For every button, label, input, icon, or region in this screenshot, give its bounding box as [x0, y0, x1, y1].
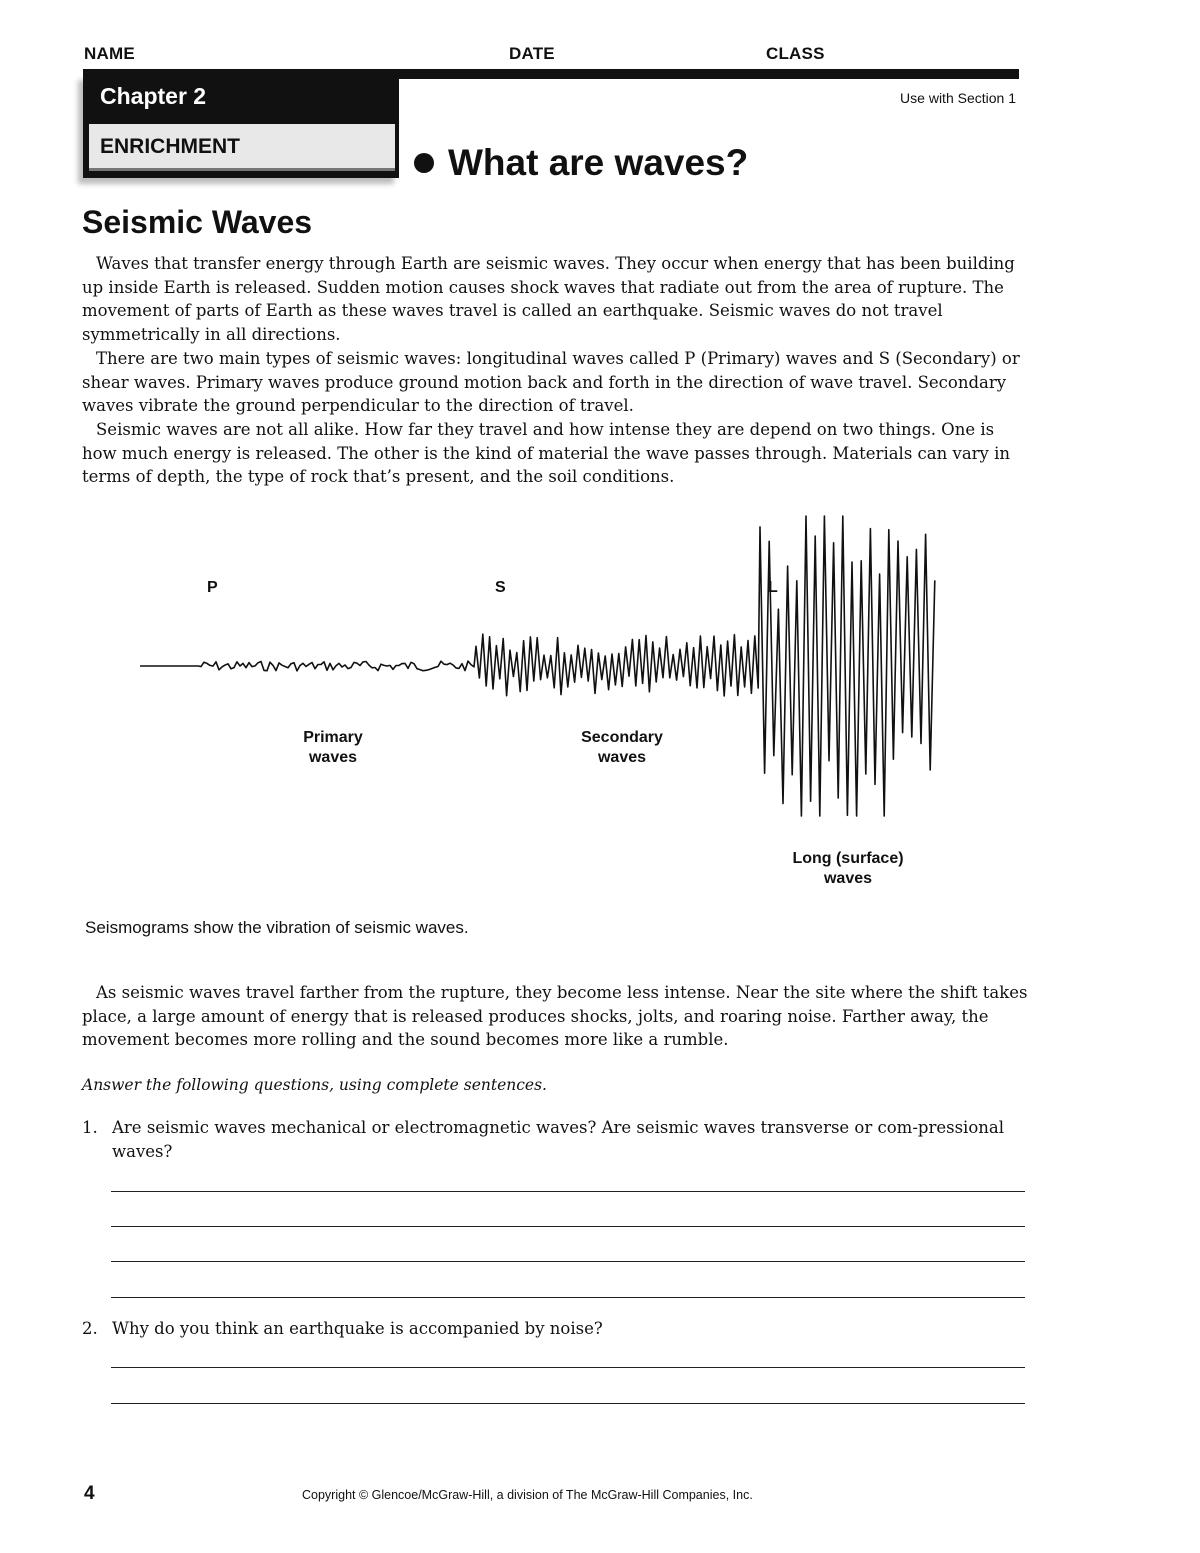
secondary-label-line1: Secondary	[581, 729, 663, 746]
instructions: Answer the following questions, using complete sentences.	[82, 1076, 547, 1094]
main-title	[414, 142, 748, 184]
answer-line[interactable]	[111, 1226, 1025, 1227]
intro-text	[82, 252, 1032, 489]
answer-line[interactable]	[111, 1297, 1025, 1298]
answer-line[interactable]	[111, 1191, 1025, 1192]
bullet-icon	[414, 153, 434, 173]
primary-waves-label	[283, 728, 383, 768]
s-wave-marker: S	[495, 579, 506, 596]
answer-line[interactable]	[111, 1403, 1025, 1404]
paragraph-1: Waves that transfer energy through Earth are seismic waves. They occur when energy that has been building up inside Earth is released. Sudden motion causes shock waves that radiate out from the area of rupture. The movement of parts of Earth as these waves travel is called an earthquake. Seismic waves do not travel symmetrically in all directions.	[82, 254, 1015, 345]
answer-line[interactable]	[111, 1261, 1025, 1262]
enrichment-label: ENRICHMENT	[100, 135, 240, 158]
main-title-text: What are waves?	[448, 142, 749, 183]
long-label-line1: Long (surface)	[792, 850, 904, 867]
answer-line[interactable]	[111, 1367, 1025, 1368]
closing-text	[82, 981, 1032, 1052]
l-wave-marker: L	[768, 579, 778, 596]
copyright-notice: Copyright © Glencoe/McGraw-Hill, a division of The McGraw-Hill Companies, Inc.	[302, 1488, 753, 1502]
figure-caption: Seismograms show the vibration of seismic waves.	[85, 918, 469, 937]
primary-label-line2: waves	[308, 749, 358, 766]
seismogram-figure	[0, 500, 1200, 920]
paragraph-3: Seismic waves are not all alike. How far they travel and how intense they are depend on two things. One is how much energy is released. The other is the kind of material the wave passes through. Materials can vary in terms of depth, the type of rock that’s present, and the soil conditions.	[82, 419, 1011, 487]
long-waves-label	[778, 849, 918, 889]
seismogram-trace	[0, 500, 1200, 920]
secondary-waves-label	[562, 728, 682, 768]
paragraph-4: As seismic waves travel farther from the rupture, they become less intense. Near the site where the shift takes place, a large amount of energy that is released produces shocks, jolts, and roaring noise. Farther away, the movement becomes more rolling and the sound becomes more like a rumble.	[82, 983, 1028, 1050]
question-2	[82, 1317, 1022, 1341]
use-with-section: Use with Section 1	[900, 90, 1016, 106]
question-number: 1.	[82, 1118, 98, 1137]
class-label: CLASS	[766, 44, 825, 63]
chapter-box	[83, 74, 399, 178]
page-number: 4	[84, 1483, 95, 1504]
date-label: DATE	[509, 44, 555, 63]
long-label-line2: waves	[823, 870, 873, 887]
question-text: Why do you think an earthquake is accompanied by noise?	[112, 1319, 603, 1338]
section-title: Seismic Waves	[82, 204, 313, 240]
primary-label-line1: Primary	[303, 729, 363, 746]
name-label: NAME	[84, 44, 135, 63]
enrichment-box	[89, 124, 395, 171]
question-text: Are seismic waves mechanical or electromagnetic waves? Are seismic waves transverse or com-pressional waves?	[112, 1118, 1004, 1161]
chapter-title: Chapter 2	[100, 83, 207, 109]
paragraph-2: There are two main types of seismic waves: longitudinal waves called P (Primary) waves and S (Secondary) or shear waves. Primary waves produce ground motion back and forth in the direction of wave travel. Secondary waves vibrate the ground perpendicular to the direction of travel.	[82, 348, 1020, 416]
p-wave-marker: P	[207, 579, 218, 596]
secondary-label-line2: waves	[597, 749, 647, 766]
question-number: 2.	[82, 1319, 98, 1338]
question-1	[82, 1116, 1022, 1164]
